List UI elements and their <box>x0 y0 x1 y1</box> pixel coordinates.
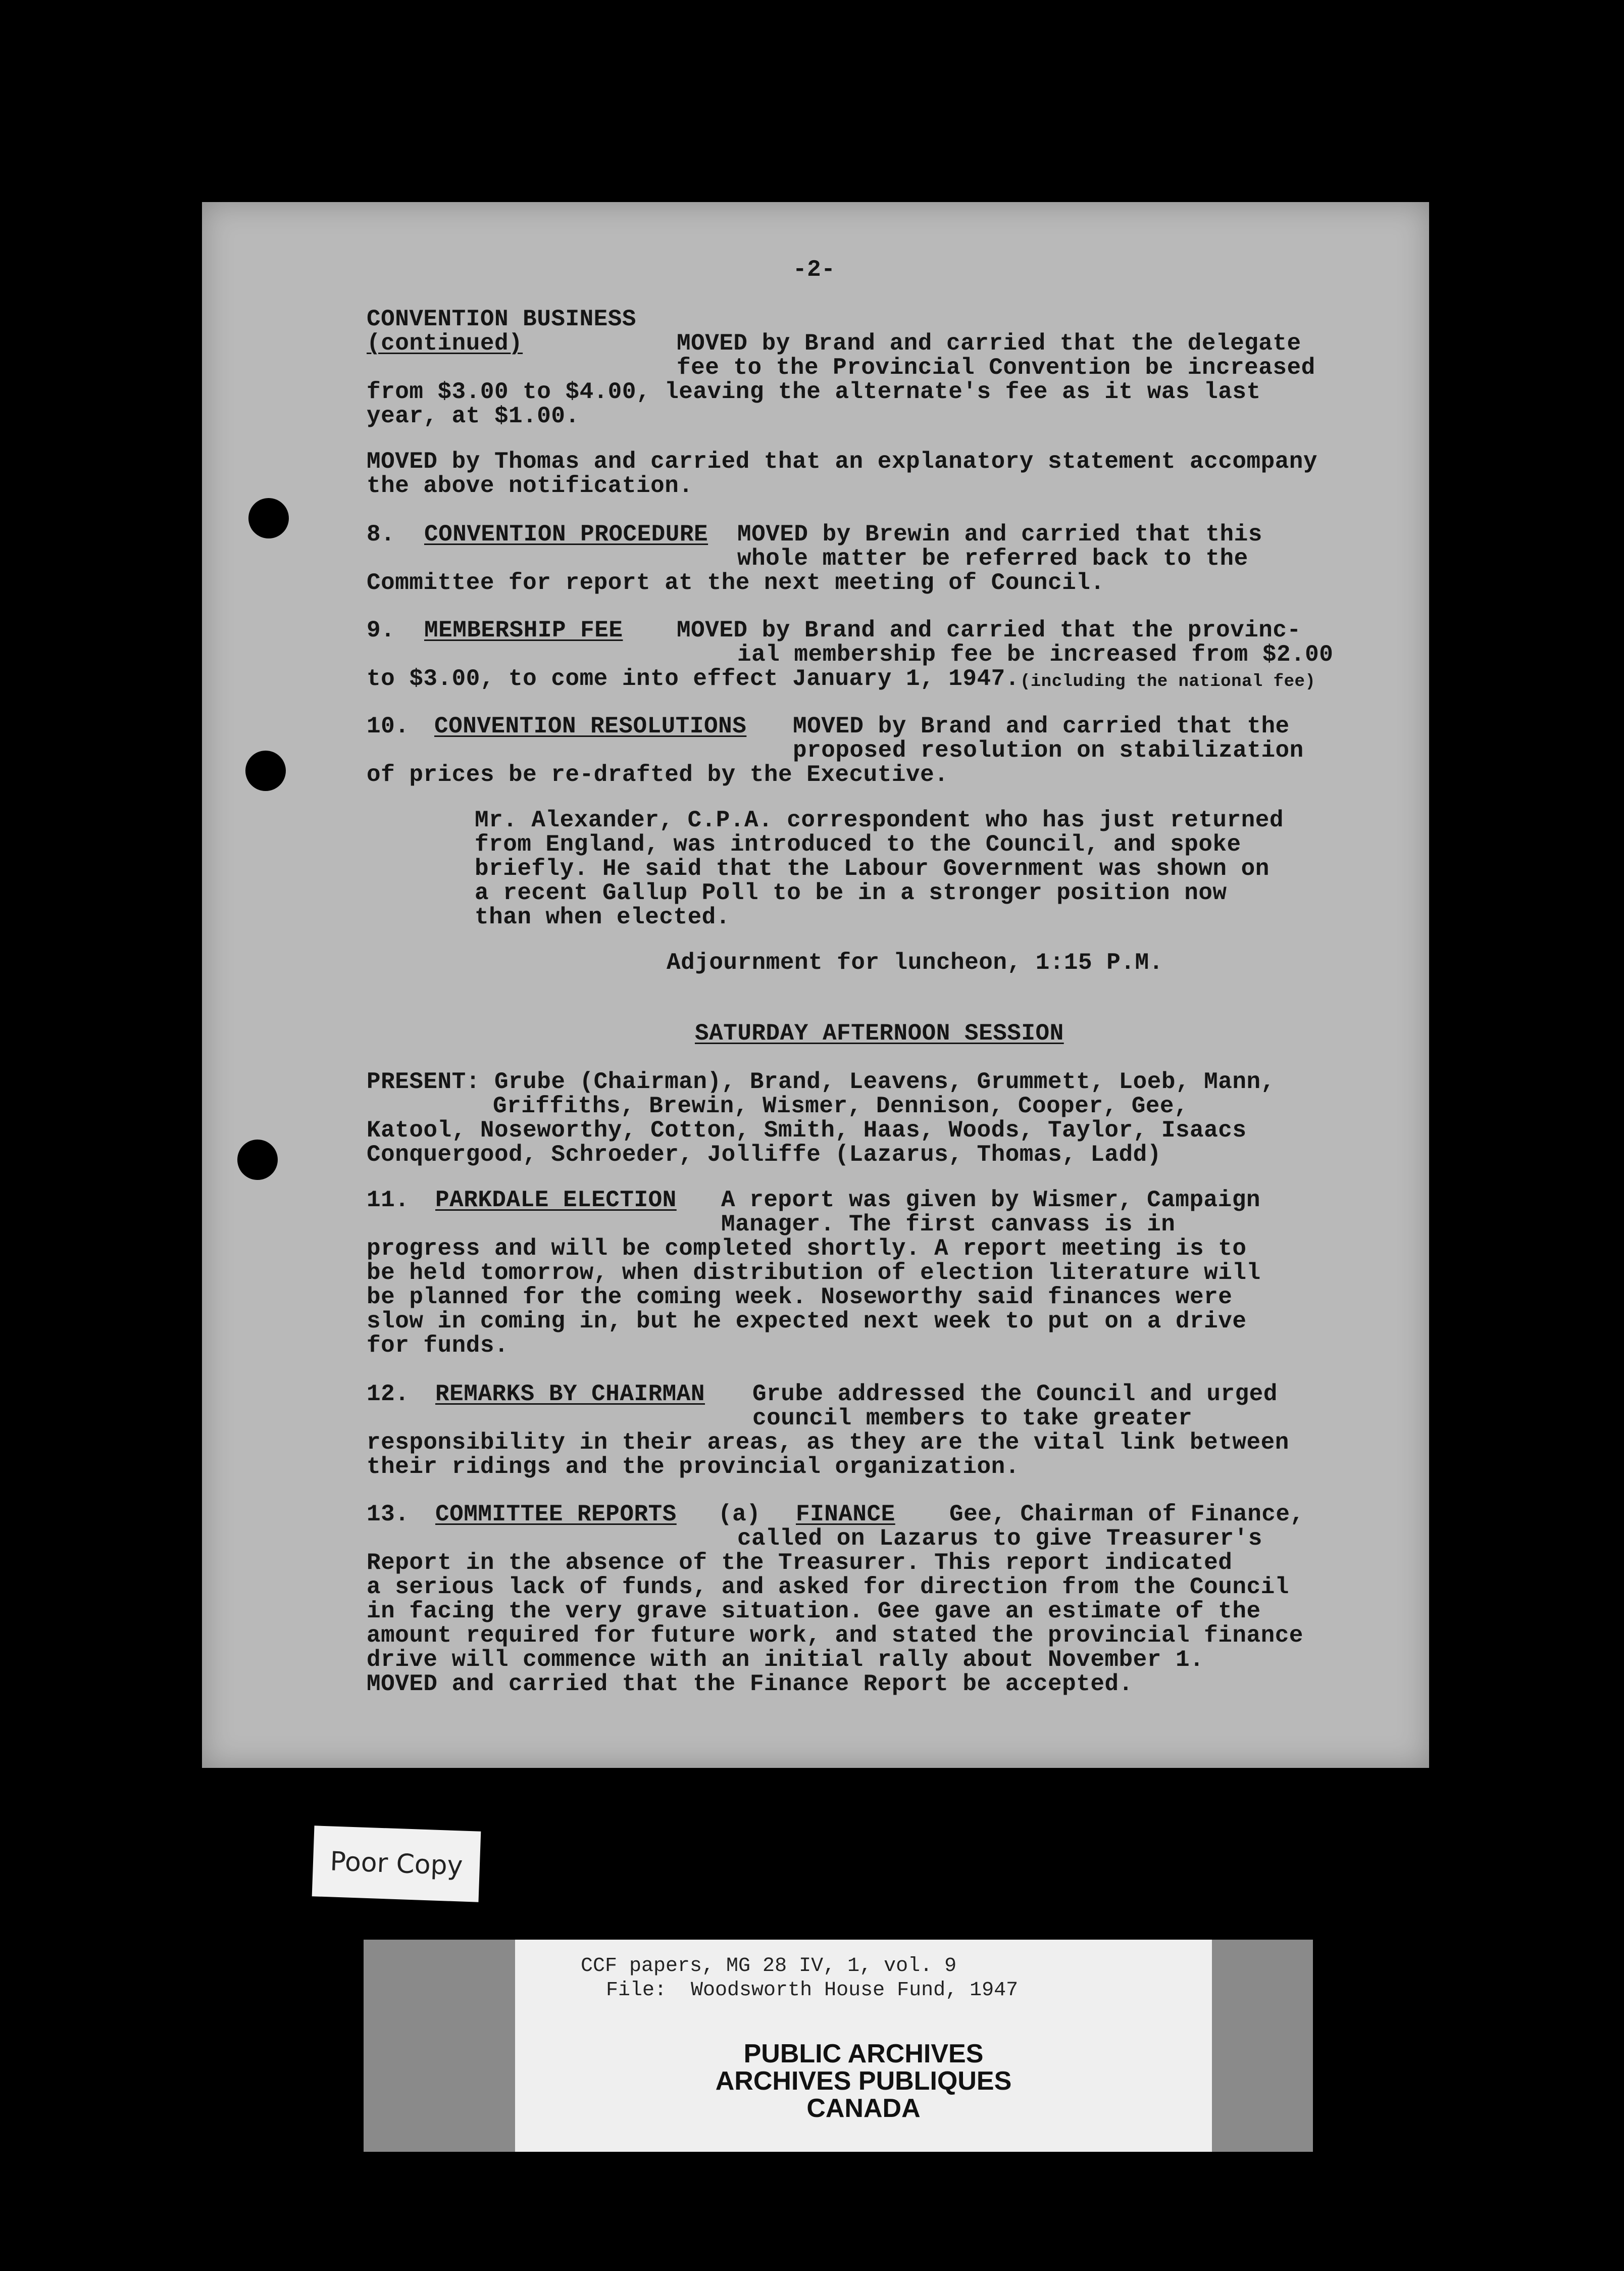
text-line: drive will commence with an initial rally about November 1. <box>367 1647 1204 1673</box>
punch-hole-top <box>248 498 289 538</box>
item-number: 13. <box>367 1501 410 1527</box>
text-line: from $3.00 to $4.00, leaving the alternate's fee as it was last <box>367 379 1261 405</box>
text-line: to $3.00, to come into effect January 1, 1947. <box>367 666 1020 692</box>
sub-item-heading: FINANCE <box>796 1501 895 1527</box>
text-line: MOVED by Thomas and carried that an explanatory statement accompany <box>367 449 1318 475</box>
archive-stamp-line1: PUBLIC ARCHIVES <box>743 2039 984 2068</box>
text-line: A report was given by Wismer, Campaign <box>721 1187 1260 1213</box>
archive-stamp-line2: ARCHIVES PUBLIQUES <box>715 2066 1012 2096</box>
text-line: Grube addressed the Council and urged <box>752 1381 1278 1407</box>
text-line: proposed resolution on stabilization <box>793 737 1304 764</box>
archive-stamp-line3: CANADA <box>806 2094 921 2123</box>
item-number: 9. <box>367 617 395 644</box>
text-line: a recent Gallup Poll to be in a stronger position now <box>475 880 1227 906</box>
text-line: fee to the Provincial Convention be increased <box>677 355 1315 381</box>
handwritten-insert: (including the national fee) <box>1020 672 1316 692</box>
text-line: MOVED by Brand and carried that the delegate <box>677 330 1301 357</box>
item-number: 12. <box>367 1381 410 1407</box>
text-line: briefly. He said that the Labour Government was shown on <box>475 856 1270 882</box>
item-heading: MEMBERSHIP FEE <box>424 617 623 644</box>
text-line: a serious lack of funds, and asked for direction from the Council <box>367 1574 1289 1600</box>
archive-file: File: Woodsworth House Fund, 1947 <box>606 1979 1019 2002</box>
page-number: -2- <box>793 257 836 283</box>
text-line: Committee for report at the next meeting of Council. <box>367 570 1105 596</box>
text-line: called on Lazarus to give Treasurer's <box>737 1525 1262 1552</box>
text-line: Katool, Noseworthy, Cotton, Smith, Haas, Woods, Taylor, Isaacs <box>367 1117 1247 1144</box>
item-heading: REMARKS BY CHAIRMAN <box>435 1381 705 1407</box>
archive-reference: CCF papers, MG 28 IV, 1, vol. 9 <box>581 1955 957 1978</box>
text-line: ial membership fee be increased from $2.00 <box>737 641 1334 668</box>
text-line: be planned for the coming week. Noseworthy said finances were <box>367 1284 1233 1310</box>
handwritten-poor-copy-note: Poor Copy <box>312 1825 481 1902</box>
document-page <box>202 202 1429 1768</box>
text-line: Conquergood, Schroeder, Jolliffe (Lazarus, Thomas, Ladd) <box>367 1142 1161 1168</box>
text-line: MOVED by Brand and carried that the <box>793 713 1290 739</box>
text-line: MOVED and carried that the Finance Report be accepted. <box>367 1671 1133 1697</box>
item-heading: CONVENTION RESOLUTIONS <box>434 713 747 739</box>
text-line: MOVED by Brewin and carried that this <box>737 521 1262 548</box>
sub-item-marker: (a) <box>718 1501 761 1527</box>
text-line: in facing the very grave situation. Gee gave an estimate of the <box>367 1598 1261 1624</box>
section-title: CONVENTION BUSINESS <box>367 306 636 332</box>
punch-hole-bottom <box>237 1140 278 1180</box>
text-line: MOVED by Brand and carried that the provinc- <box>677 617 1301 644</box>
item-number: 11. <box>367 1187 410 1213</box>
archive-label <box>515 1940 1212 2152</box>
text-line: Griffiths, Brewin, Wismer, Dennison, Cooper, Gee, <box>493 1093 1189 1119</box>
punch-hole-middle <box>245 751 286 791</box>
text-line: Manager. The first canvass is in <box>721 1211 1176 1238</box>
text-line: council members to take greater <box>752 1405 1193 1431</box>
text-line: slow in coming in, but he expected next week to put on a drive <box>367 1308 1247 1335</box>
session-heading: SATURDAY AFTERNOON SESSION <box>695 1020 1064 1047</box>
text-line: amount required for future work, and stated the provincial finance <box>367 1622 1303 1649</box>
text-line: the above notification. <box>367 473 693 499</box>
item-heading: CONVENTION PROCEDURE <box>424 521 708 548</box>
item-number: 10. <box>367 713 410 739</box>
adjournment-line: Adjournment for luncheon, 1:15 P.M. <box>667 950 1163 976</box>
item-heading: PARKDALE ELECTION <box>435 1187 677 1213</box>
text-line: their ridings and the provincial organization. <box>367 1454 1020 1480</box>
text-line: responsibility in their areas, as they are the vital link between <box>367 1429 1289 1456</box>
item-heading: COMMITTEE REPORTS <box>435 1501 677 1527</box>
text-line: Report in the absence of the Treasurer. This report indicated <box>367 1550 1233 1576</box>
text-line: be held tomorrow, when distribution of election literature will <box>367 1260 1261 1286</box>
text-line: year, at $1.00. <box>367 403 580 429</box>
text-line: than when elected. <box>475 904 730 930</box>
text-line: Gee, Chairman of Finance, <box>949 1501 1304 1527</box>
item-number: 8. <box>367 521 395 548</box>
text-line: whole matter be referred back to the <box>737 546 1248 572</box>
text-line: from England, was introduced to the Council, and spoke <box>475 831 1241 858</box>
text-line: progress and will be completed shortly. A report meeting is to <box>367 1236 1247 1262</box>
text-line: PRESENT: Grube (Chairman), Brand, Leavens, Grummett, Loeb, Mann, <box>367 1069 1275 1095</box>
text-line: for funds. <box>367 1332 509 1359</box>
section-subtitle: (continued) <box>367 330 523 357</box>
text-line: Mr. Alexander, C.P.A. correspondent who has just returned <box>475 807 1284 833</box>
text-line: of prices be re-drafted by the Executive. <box>367 762 949 788</box>
